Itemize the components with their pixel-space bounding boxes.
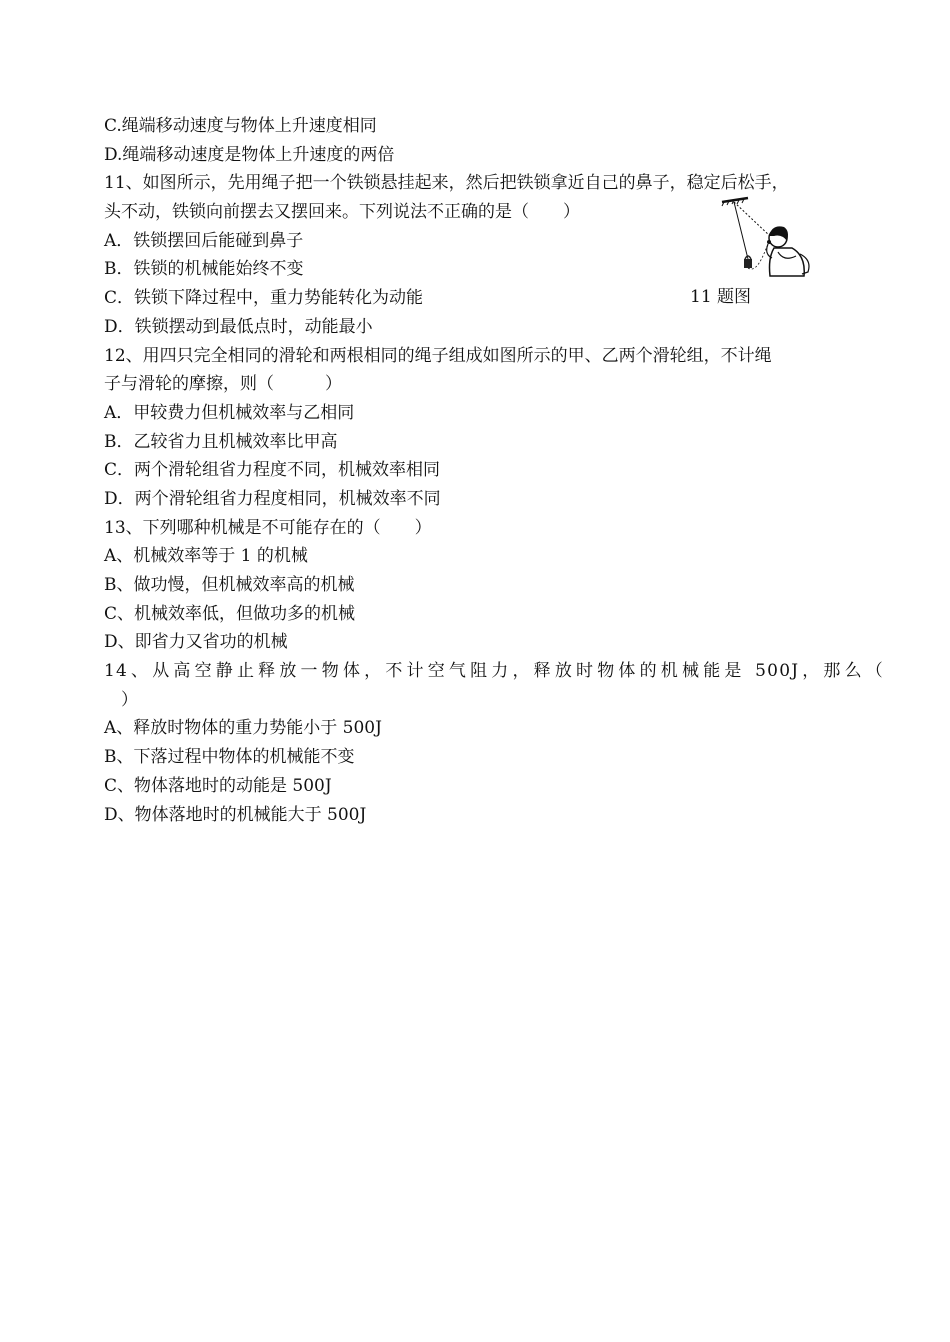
q14-option-a: A、释放时物体的重力势能小于 500J: [104, 718, 382, 739]
q11-option-a: A．铁锁摆回后能碰到鼻子: [104, 230, 304, 251]
q14-option-c: C、物体落地时的动能是 500J: [104, 775, 332, 796]
q12-option-d: D．两个滑轮组省力程度相同，机械效率不同: [104, 488, 441, 509]
q11-option-d: D．铁锁摆动到最低点时，动能最小: [104, 316, 373, 337]
q10-option-c: C.绳端移动速度与物体上升速度相同: [104, 116, 377, 136]
q13-option-c: C、机械效率低，但做功多的机械: [104, 603, 356, 624]
q13-option-b: B、做功慢，但机械效率高的机械: [104, 575, 355, 595]
q12-option-a: A．甲较费力但机械效率与乙相同: [104, 402, 355, 423]
q14-option-b: B、下落过程中物体的机械能不变: [104, 747, 355, 768]
q13-option-d: D、即省力又省功的机械: [104, 632, 288, 653]
q11-stem-line1: 11、如图所示，先用绳子把一个铁锁悬挂起来，然后把铁锁拿近自己的鼻子，稳定后松手，: [104, 173, 789, 194]
figure-caption: 11 题图: [690, 287, 752, 307]
q13-option-a: A、机械效率等于 1 的机械: [104, 546, 308, 567]
q14-stem-line2: ）: [104, 689, 138, 710]
q14-stem-line1: 14、从高空静止释放一物体，不计空气阻力，释放时物体的机械能是 500J，那么（: [104, 661, 884, 682]
q12-stem-line2: 子与滑轮的摩擦，则（ ）: [104, 374, 342, 395]
q12-option-b: B．乙较省力且机械效率比甲高: [104, 431, 338, 452]
q13-stem: 13、下列哪种机械是不可能存在的（ ）: [104, 517, 432, 538]
q14-option-d: D、物体落地时的机械能大于 500J: [104, 804, 367, 825]
q11-option-c: C．铁锁下降过程中，重力势能转化为动能: [104, 288, 424, 309]
q12-option-c: C．两个滑轮组省力程度不同，机械效率相同: [104, 460, 441, 481]
pendulum-lock-person-figure-icon: [712, 196, 816, 288]
q10-option-d: D.绳端移动速度是物体上升速度的两倍: [104, 144, 395, 165]
q12-stem-line1: 12、用四只完全相同的滑轮和两根相同的绳子组成如图所示的甲、乙两个滑轮组，不计绳: [104, 345, 772, 366]
q11-option-b: B．铁锁的机械能始终不变: [104, 259, 304, 280]
q11-stem-line2: 头不动，铁锁向前摆去又摆回来。下列说法不正确的是（ ）: [104, 202, 580, 223]
